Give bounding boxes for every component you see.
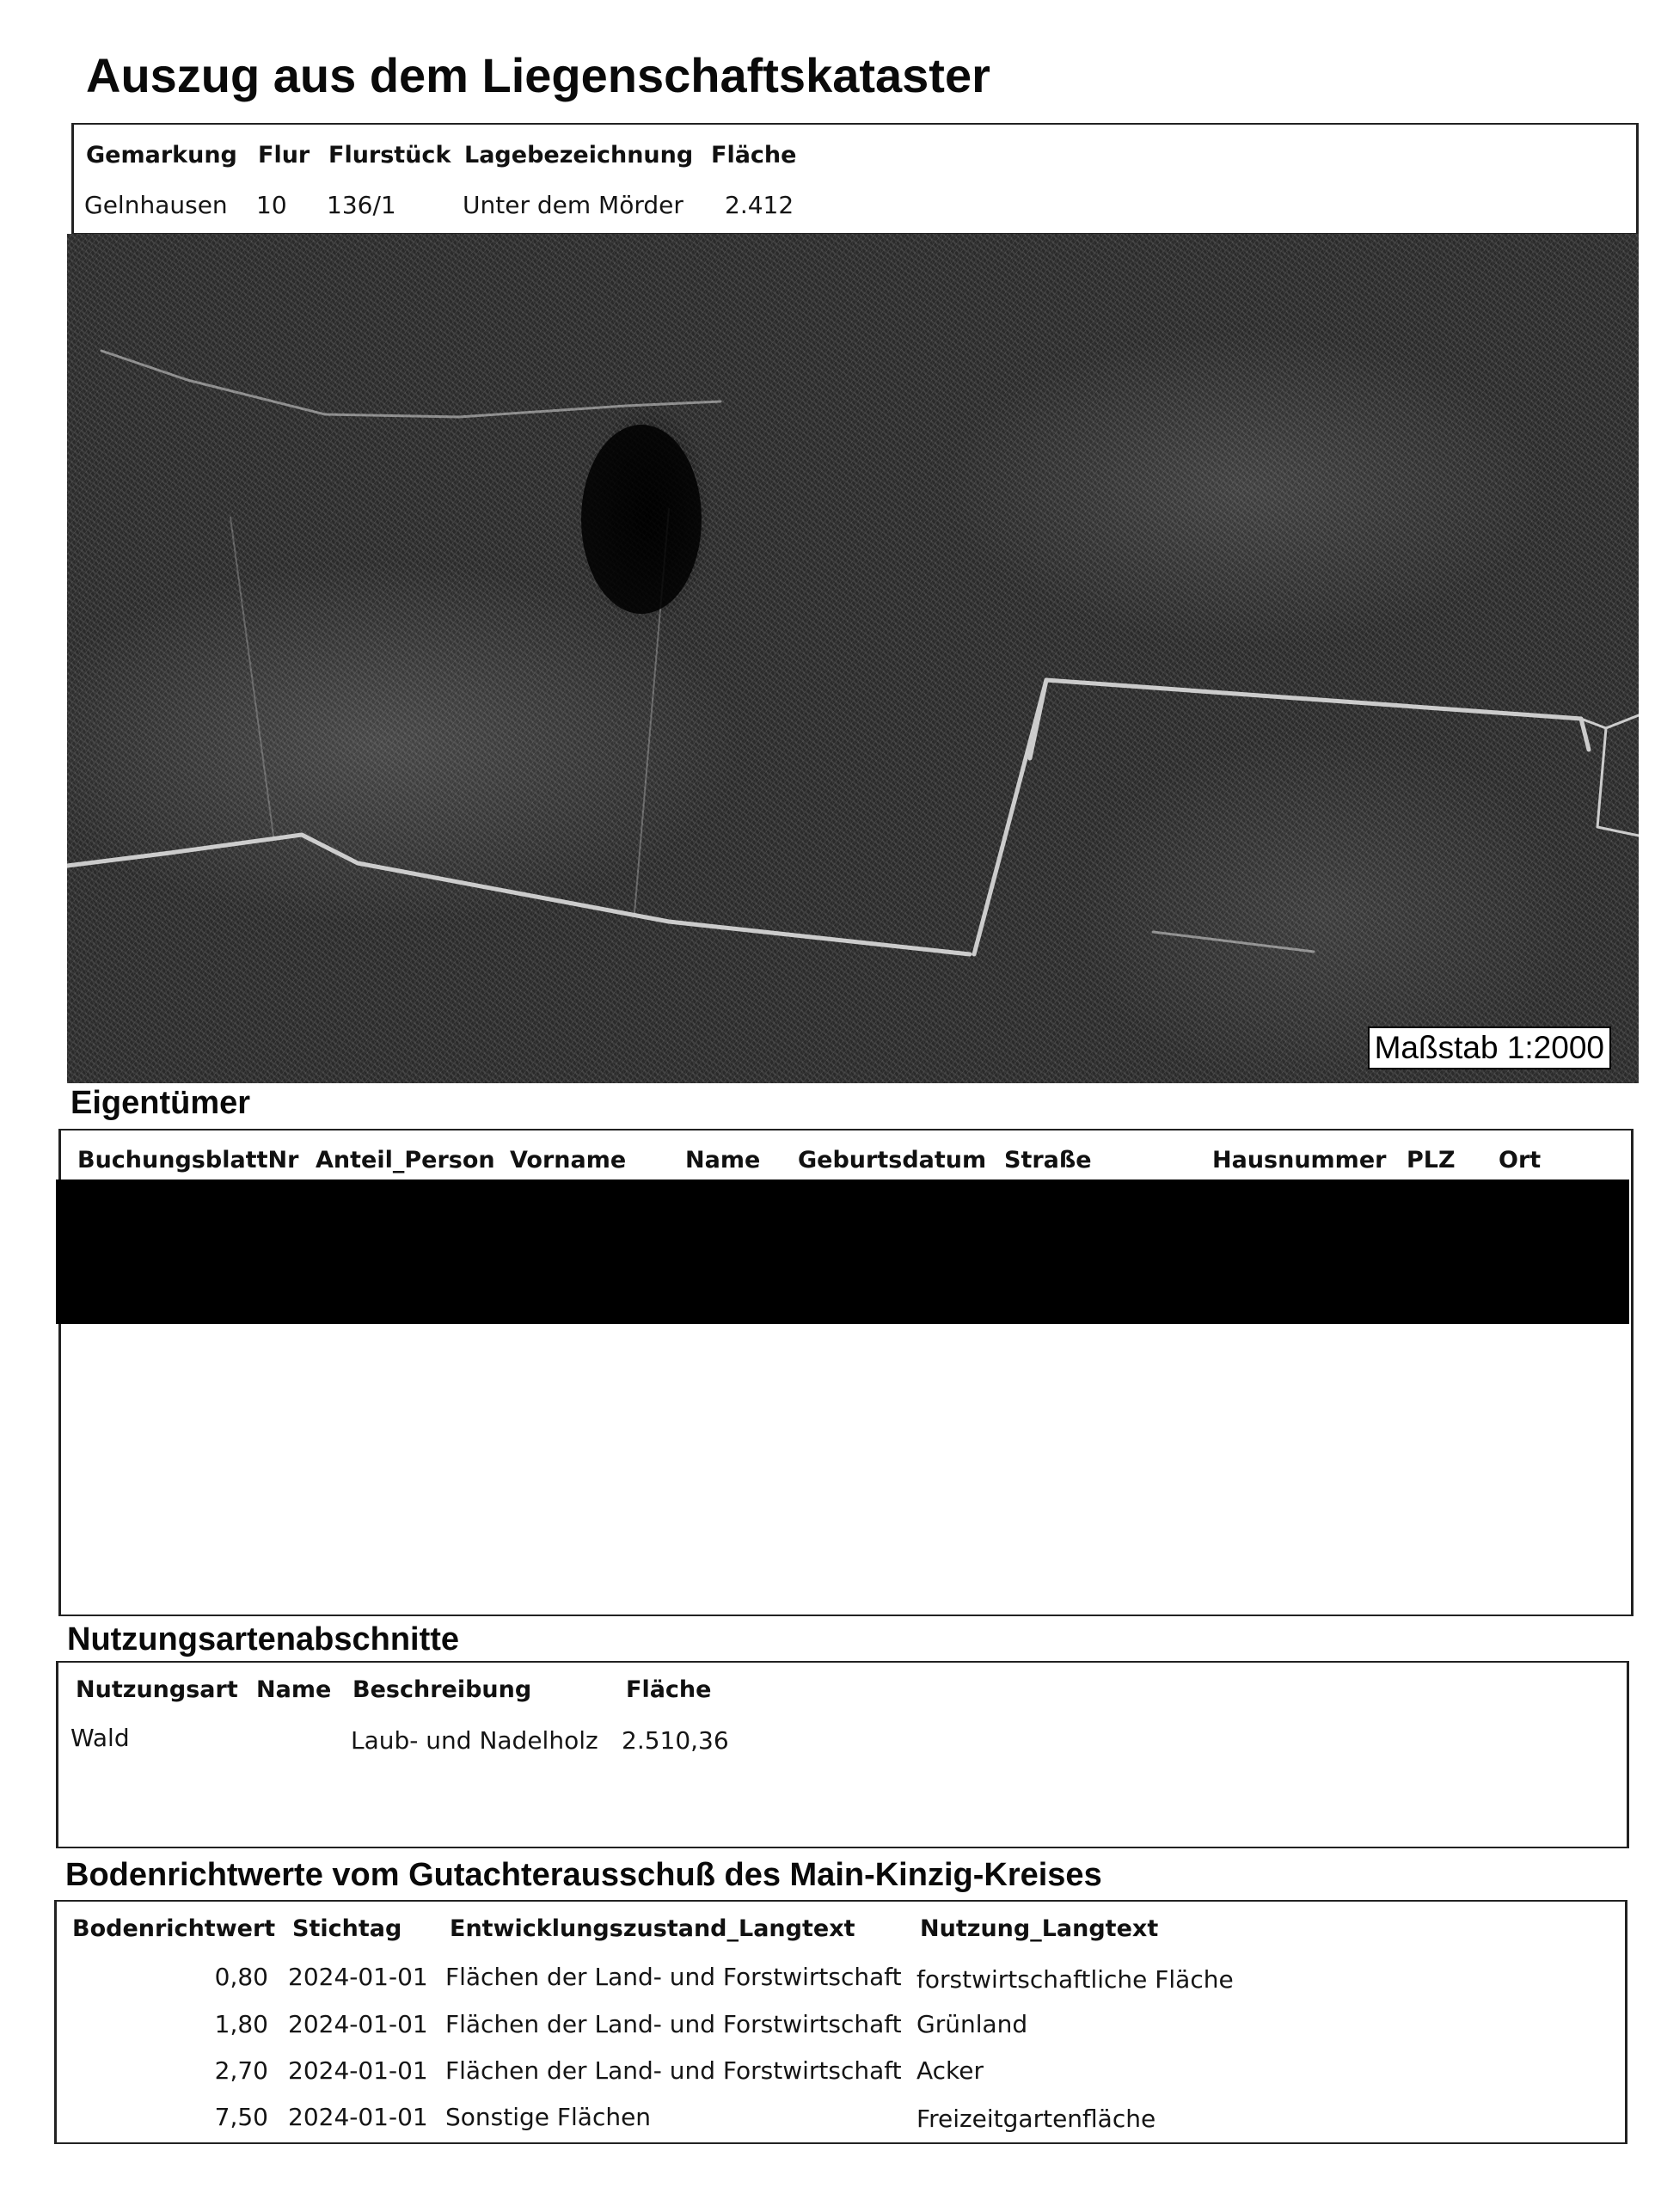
header-flur: Flur [258, 142, 310, 169]
header-beschreibung: Beschreibung [352, 1676, 532, 1703]
value-stichtag: 2024-01-01 [288, 2103, 428, 2131]
value-entwicklung: Flächen der Land- und Forstwirtschaft [445, 2056, 902, 2085]
value-nutzungsart: Wald [70, 1724, 130, 1752]
header-gemarkung: Gemarkung [86, 142, 237, 169]
value-flaeche: 2.510,36 [622, 1726, 729, 1755]
parcel-info-box [71, 123, 1639, 235]
header-geburtsdatum: Geburtsdatum [798, 1147, 987, 1173]
redacted-owner-rows [56, 1180, 1629, 1324]
land-use-section-title: Nutzungsartenabschnitte [67, 1621, 460, 1657]
value-entwicklung: Sonstige Flächen [445, 2103, 652, 2131]
header-lagebezeichnung: Lagebezeichnung [464, 142, 694, 169]
value-stichtag: 2024-01-01 [288, 2010, 428, 2038]
value-bodenrichtwert: 1,80 [214, 2010, 268, 2038]
header-vorname: Vorname [510, 1147, 627, 1173]
owners-section-title: Eigentümer [70, 1085, 251, 1121]
document-title: Auszug aus dem Liegenschaftskataster [86, 48, 990, 102]
header-buchungsblattnr: BuchungsblattNr [77, 1147, 299, 1173]
parcel-boundaries [67, 234, 1639, 1083]
header-nutzung-langtext: Nutzung_Langtext [920, 1915, 1159, 1942]
header-stichtag: Stichtag [292, 1915, 402, 1942]
value-bodenrichtwert: 2,70 [214, 2056, 268, 2085]
value-nutzung: Freizeitgartenfläche [916, 2105, 1156, 2133]
header-name: Name [685, 1147, 761, 1173]
value-flur: 10 [256, 191, 287, 219]
value-lagebezeichnung: Unter dem Mörder [463, 191, 683, 219]
value-flurstueck: 136/1 [327, 191, 396, 219]
value-entwicklung: Flächen der Land- und Forstwirtschaft [445, 2010, 902, 2038]
value-stichtag: 2024-01-01 [288, 1963, 428, 1991]
header-bodenrichtwert: Bodenrichtwert [72, 1915, 276, 1942]
aerial-map [67, 234, 1639, 1083]
header-nutzungsart: Nutzungsart [76, 1676, 238, 1703]
land-values-section-title: Bodenrichtwerte vom Gutachterausschuß des Main-Kinzig-Kreises [65, 1857, 1102, 1893]
value-nutzung: Grünland [916, 2010, 1028, 2038]
value-bodenrichtwert: 7,50 [214, 2103, 268, 2131]
value-bodenrichtwert: 0,80 [214, 1963, 268, 1991]
header-flaeche: Fläche [626, 1676, 712, 1703]
header-flurstueck: Flurstück [328, 142, 451, 169]
header-ort: Ort [1499, 1147, 1542, 1173]
header-anteil-person: Anteil_Person [316, 1147, 495, 1173]
map-scale-label: Maßstab 1:2000 [1368, 1026, 1611, 1069]
header-plz: PLZ [1407, 1147, 1456, 1173]
value-entwicklung: Flächen der Land- und Forstwirtschaft [445, 1963, 902, 1991]
value-nutzung: forstwirtschaftliche Fläche [916, 1965, 1234, 1994]
header-flaeche: Fläche [711, 142, 797, 169]
header-hausnummer: Hausnummer [1212, 1147, 1387, 1173]
value-stichtag: 2024-01-01 [288, 2056, 428, 2085]
value-nutzung: Acker [916, 2056, 984, 2085]
header-strasse: Straße [1004, 1147, 1092, 1173]
header-entwicklungszustand: Entwicklungszustand_Langtext [450, 1915, 855, 1942]
value-beschreibung: Laub- und Nadelholz [351, 1726, 598, 1755]
value-gemarkung: Gelnhausen [84, 191, 228, 219]
value-flaeche: 2.412 [725, 191, 794, 219]
header-name: Name [256, 1676, 332, 1703]
